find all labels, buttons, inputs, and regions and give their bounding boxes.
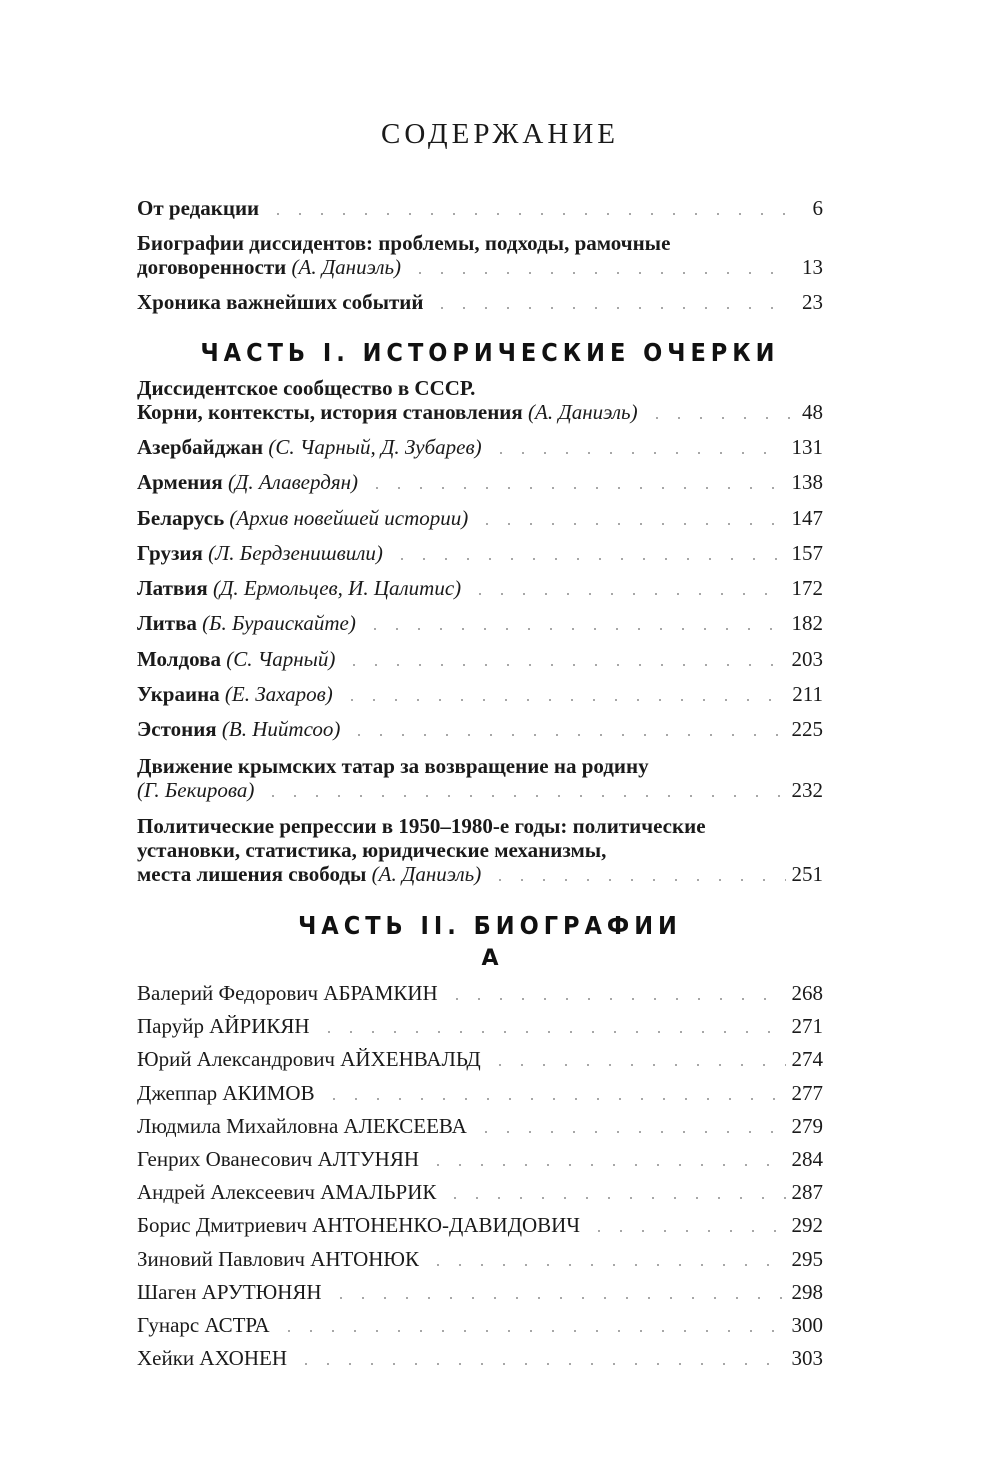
biography-entry[interactable] (137, 1147, 823, 1171)
dot-leader (341, 698, 786, 702)
dot-leader (431, 306, 793, 310)
dot-leader (391, 557, 786, 561)
dot-leader (348, 733, 785, 737)
toc-entry[interactable] (137, 196, 823, 220)
dot-leader (318, 1030, 786, 1034)
dot-leader (475, 1130, 786, 1134)
biography-entry[interactable] (137, 1247, 823, 1271)
entry-author: (А. Даниэль) (291, 255, 402, 279)
page-number: 251 (791, 862, 823, 886)
dot-leader (444, 1196, 785, 1200)
biography-entry[interactable] (137, 981, 823, 1005)
toc-entry[interactable] (137, 435, 823, 459)
page-title: СОДЕРЖАНИЕ (381, 118, 619, 150)
entry-title: Армения (137, 470, 223, 494)
page-number: 295 (791, 1247, 823, 1271)
entry-title: Эстония (137, 717, 217, 741)
biography-entry[interactable] (137, 1280, 823, 1304)
entry-title: Литва (137, 611, 197, 635)
toc-entry[interactable] (137, 754, 823, 802)
dot-leader (364, 627, 786, 631)
entry-title: От редакции (137, 196, 260, 220)
letter-heading: А (481, 946, 499, 971)
toc-entry[interactable] (137, 376, 823, 424)
dot-leader (490, 451, 786, 455)
dot-leader (409, 271, 793, 275)
entry-author: (Б. Бурauскайте) (202, 611, 356, 635)
page-number: 147 (791, 506, 823, 530)
biography-entry[interactable] (137, 1213, 823, 1237)
entry-author: (Д. Ермольцев, И. Цалитис) (212, 576, 462, 600)
dot-leader (489, 878, 785, 882)
dot-leader (489, 1063, 786, 1067)
entry-author: (С. Чарный) (226, 647, 336, 671)
entry-author: (Архив новейшей истории) (229, 506, 469, 530)
page-number: 13 (802, 255, 823, 279)
entry-author: (С. Чарный, Д. Зубарев) (268, 435, 482, 459)
entry-author: (В. Нийтсоо) (221, 717, 341, 741)
toc-entry[interactable] (137, 717, 823, 741)
entry-title: Украина (137, 682, 220, 706)
entry-title-line: Биографии диссидентов: проблемы, подходы, рамочные (137, 231, 671, 255)
dot-leader (427, 1263, 785, 1267)
toc-entry[interactable] (137, 647, 823, 671)
page-number: 300 (791, 1313, 823, 1337)
page-number: 48 (802, 400, 823, 424)
entry-title-line: Движение крымских татар за возвращение на родину (137, 754, 649, 778)
page-number: 284 (791, 1147, 823, 1171)
entry-title-line: Политические репрессии в 1950–1980-е годы: политические (137, 814, 706, 838)
biography-entry[interactable] (137, 1047, 823, 1071)
dot-leader (476, 522, 785, 526)
entry-title: Латвия (137, 576, 208, 600)
entry-title-line: Диссидентское сообщество в СССР. (137, 376, 476, 400)
biography-name: Андрей Алексеевич АМАЛЬРИК (137, 1180, 437, 1204)
dot-leader (427, 1163, 785, 1167)
entry-title: Грузия (137, 541, 203, 565)
page-number: 225 (791, 717, 823, 741)
part2-heading: ЧАСТЬ II. БИОГРАФИИ (298, 911, 682, 940)
page-number: 172 (791, 576, 823, 600)
entry-author: (Г. Бекирова) (137, 778, 255, 802)
toc-entry[interactable] (137, 814, 823, 886)
dot-leader (646, 416, 793, 420)
entry-title: Молдова (137, 647, 221, 671)
page-number: 131 (791, 435, 823, 459)
entry-title: Корни, контексты, история становления (137, 400, 523, 424)
toc-entry[interactable] (137, 290, 823, 314)
entry-title: Хроника важнейших событий (137, 290, 424, 314)
page-number: 277 (791, 1081, 823, 1105)
biography-name: Валерий Федорович АБРАМКИН (137, 981, 438, 1005)
biography-entry[interactable] (137, 1346, 823, 1370)
biography-entry[interactable] (137, 1114, 823, 1138)
dot-leader (267, 212, 793, 216)
biography-name: Паруйр АЙРИКЯН (137, 1014, 310, 1038)
page-number: 182 (791, 611, 823, 635)
page-number: 292 (791, 1213, 823, 1237)
page-number: 23 (802, 290, 823, 314)
dot-leader (323, 1097, 786, 1101)
page-number: 274 (791, 1047, 823, 1071)
biography-name: Людмила Михайловна АЛЕКСЕЕВА (137, 1114, 467, 1138)
entry-title: Азербайджан (137, 435, 264, 459)
dot-leader (343, 663, 785, 667)
toc-entry[interactable] (137, 231, 823, 279)
page-number: 279 (791, 1114, 823, 1138)
dot-leader (278, 1329, 786, 1333)
part1-heading: ЧАСТЬ I. ИСТОРИЧЕСКИЕ ОЧЕРКИ (200, 338, 780, 367)
dot-leader (469, 592, 785, 596)
biography-name: Гунарс АСТРА (137, 1313, 270, 1337)
toc-entry[interactable] (137, 541, 823, 565)
entry-author: (Е. Захаров) (224, 682, 333, 706)
biography-name: Хейки АХОНЕН (137, 1346, 288, 1370)
biography-entry[interactable] (137, 1014, 823, 1038)
entry-author: (А. Даниэль) (371, 862, 482, 886)
page-number: 138 (791, 470, 823, 494)
dot-leader (330, 1296, 786, 1300)
page-number: 203 (791, 647, 823, 671)
toc-entry[interactable] (137, 506, 823, 530)
biography-name: Борис Дмитриевич АНТОНЕНКО-ДАВИДОВИЧ (137, 1213, 580, 1237)
toc-entry[interactable] (137, 682, 823, 706)
page-number: 271 (791, 1014, 823, 1038)
entry-author: (Л. Бердзенишвили) (208, 541, 383, 565)
toc-entry[interactable] (137, 611, 823, 635)
biography-entry[interactable] (137, 1081, 823, 1105)
dot-leader (446, 997, 786, 1001)
dot-leader (366, 486, 785, 490)
entry-title: Беларусь (137, 506, 225, 530)
page-number: 287 (791, 1180, 823, 1204)
biography-name: Шаген АРУТЮНЯН (137, 1280, 322, 1304)
toc-entry[interactable] (137, 470, 823, 494)
biography-name: Юрий Александрович АЙХЕНВАЛЬД (137, 1047, 481, 1071)
page-number: 303 (791, 1346, 823, 1370)
page-number: 232 (791, 778, 823, 802)
dot-leader (262, 794, 785, 798)
page-number: 211 (792, 682, 823, 706)
page-number: 298 (791, 1280, 823, 1304)
toc-entry[interactable] (137, 576, 823, 600)
entry-author: (Д. Алавердян) (227, 470, 359, 494)
biography-name: Генрих Ованесович АЛТУНЯН (137, 1147, 420, 1171)
entry-title-line: установки, статистика, юридические механизмы, (137, 838, 607, 862)
entry-author: (А. Даниэль) (528, 400, 638, 424)
biography-entry[interactable] (137, 1313, 823, 1337)
entry-title: договоренности (137, 255, 287, 279)
biography-name: Джеппар АКИМОВ (137, 1081, 315, 1105)
page-number: 6 (812, 196, 823, 220)
biography-entry[interactable] (137, 1180, 823, 1204)
biography-name: Зиновий Павлович АНТОНЮК (137, 1247, 420, 1271)
dot-leader (588, 1229, 786, 1233)
page-number: 157 (791, 541, 823, 565)
entry-title: места лишения свободы (137, 862, 367, 886)
page-number: 268 (791, 981, 823, 1005)
dot-leader (295, 1362, 785, 1366)
